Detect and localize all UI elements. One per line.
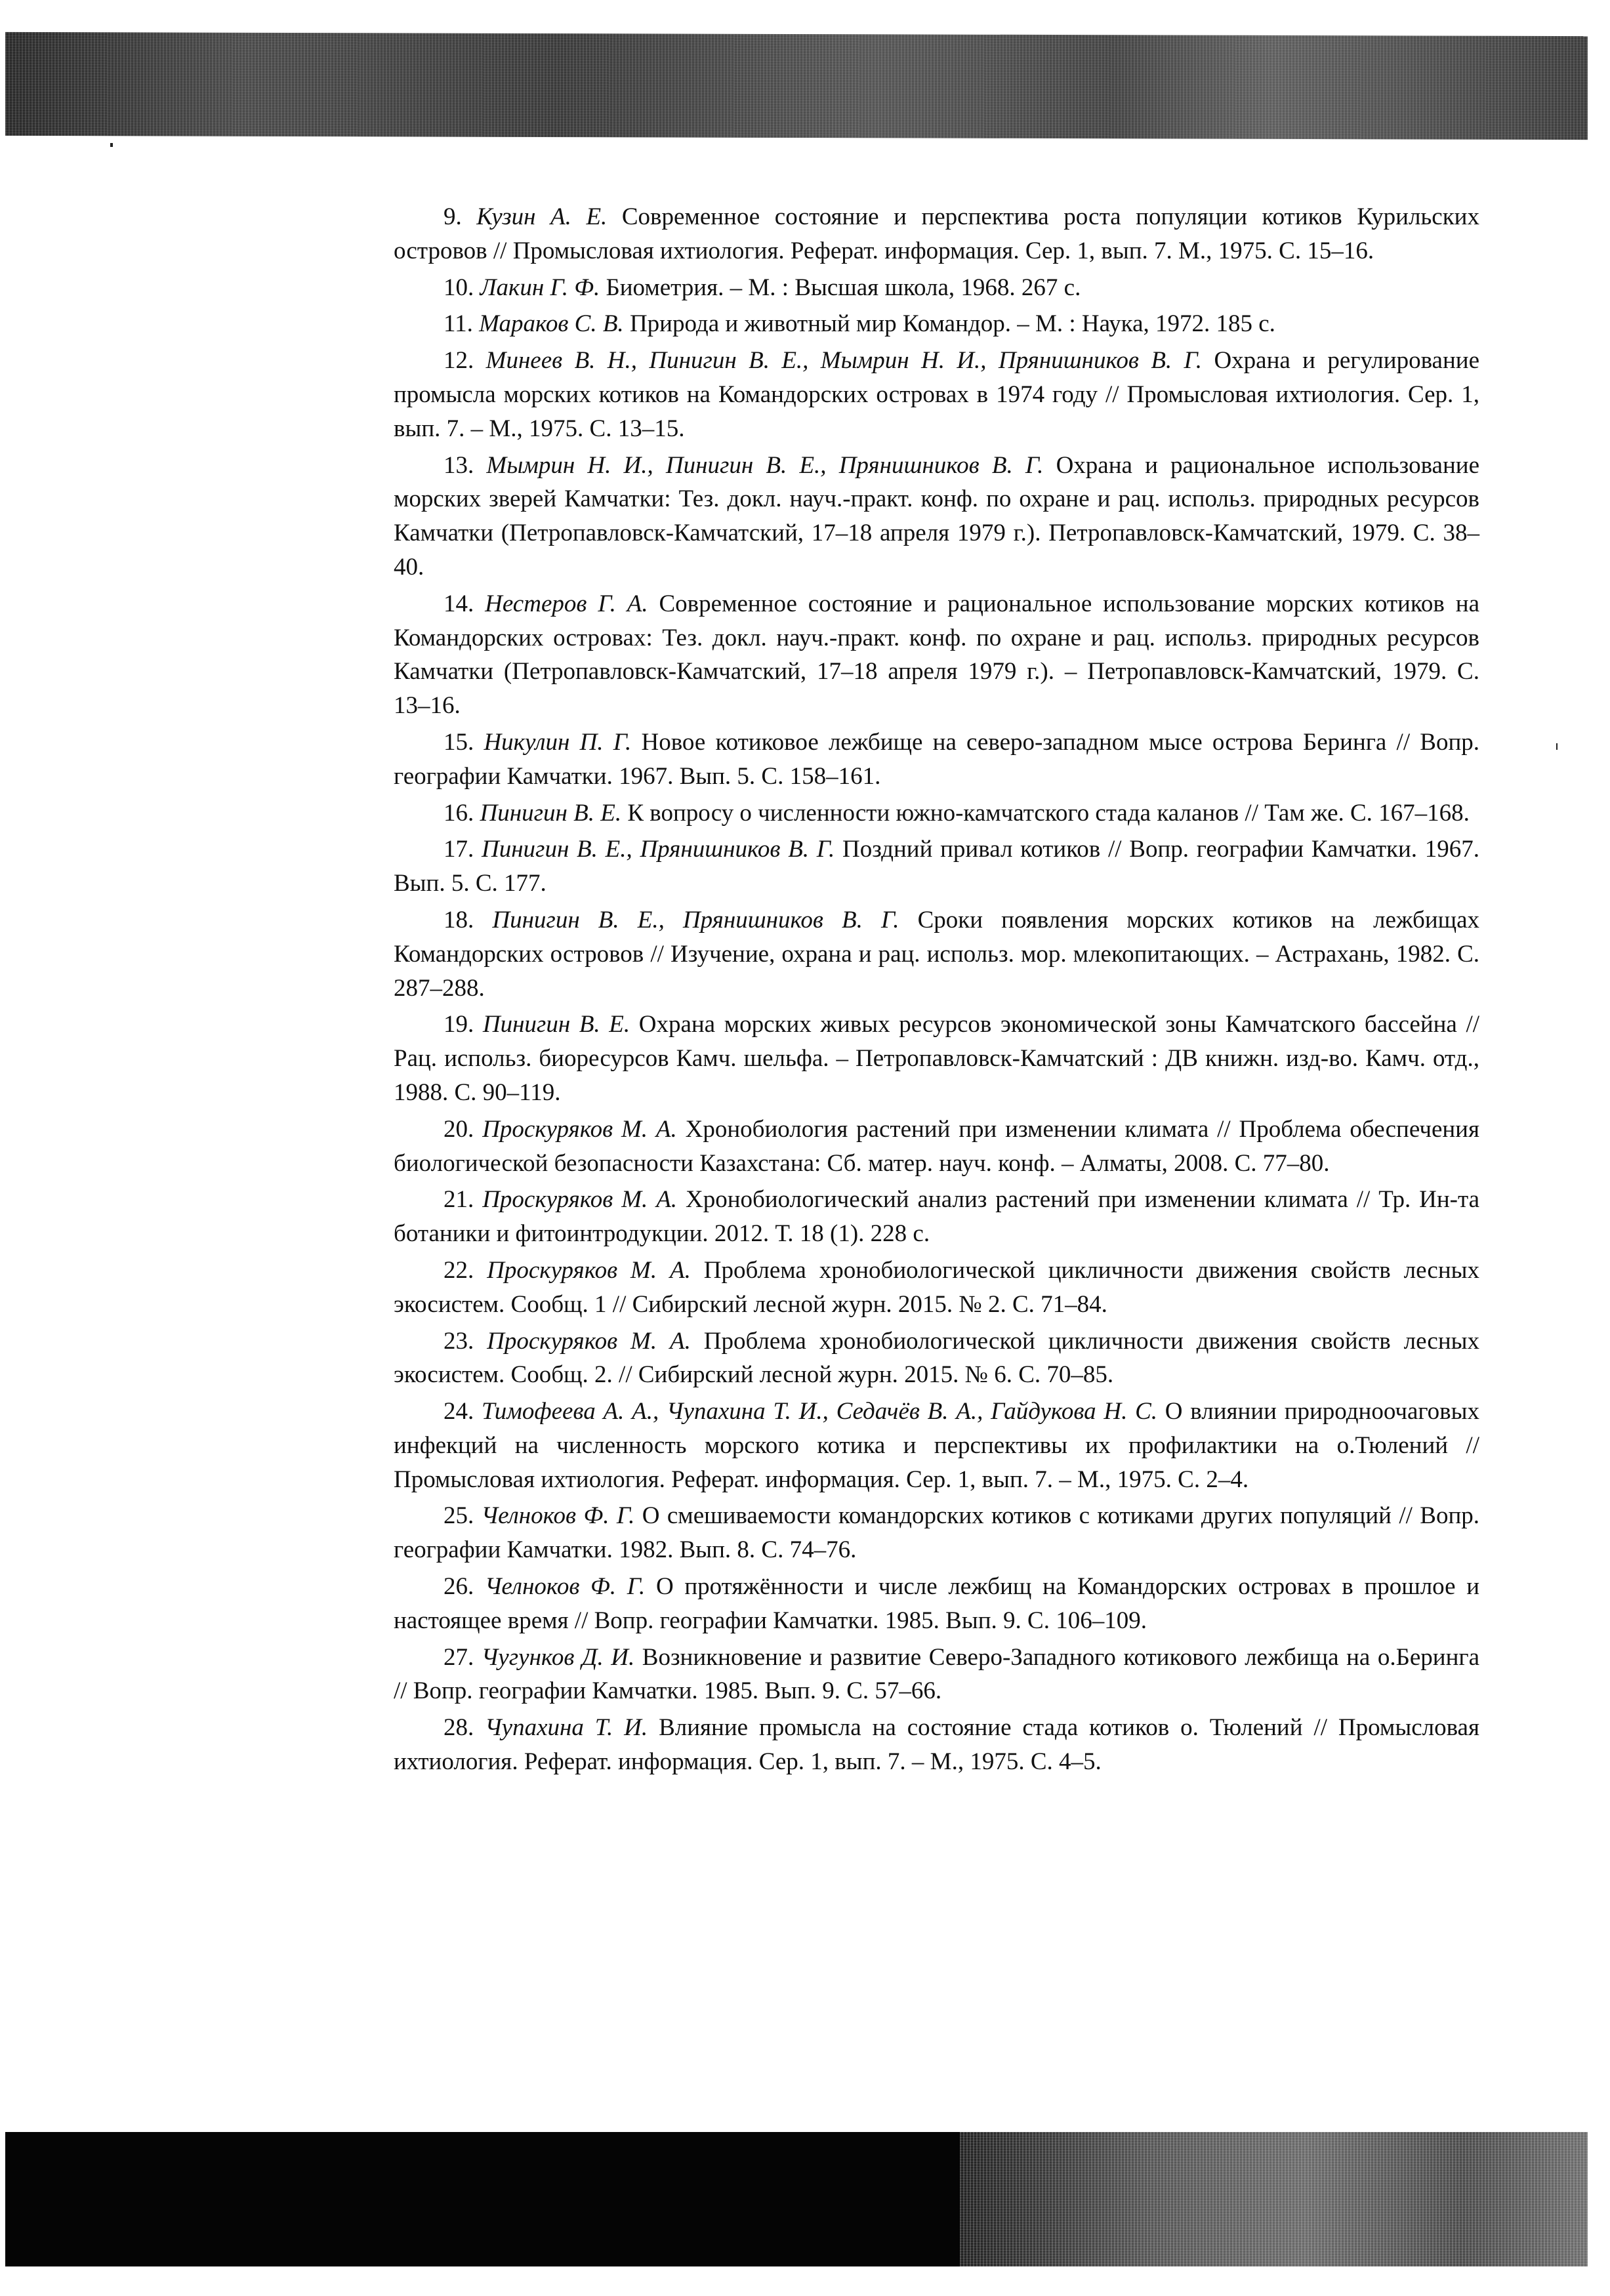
reference-authors: Чугунков Д. И.: [481, 1643, 635, 1671]
reference-authors: Проскуряков М. А.: [482, 1115, 677, 1143]
reference-authors: Мымрин Н. И., Пинигин В. Е., Прянишников В. Г.: [486, 451, 1044, 479]
reference-text: Охрана морских живых ресурсов экономической зоны Камчатского бассейна // Рац. использ. биоресурсов Камч. шельфа. – Петропавловск-Камчатский : ДВ книжн. изд-во. Камч. отд., 1988. С. 90–119.: [394, 1011, 1480, 1106]
reference-text: О смешиваемости командорских котиков с котиками других популяций // Вопр. географии Камчатки. 1982. Вып. 8. С. 74–76.: [394, 1502, 1480, 1564]
reference-item: [394, 1499, 1479, 1567]
reference-item: [394, 307, 1479, 341]
reference-text: О протяжённости и числе лежбищ на Командорских островах в прошлое и настоящее время // Вопр. географии Камчатки. 1985. Вып. 9. С. 106–109.: [394, 1573, 1480, 1634]
reference-text: Проблема хронобиологической цикличности движения свойств лесных экосистем. Сообщ. 1 // Сибирский лесной журн. 2015. № 2. С. 71–84.: [394, 1256, 1480, 1318]
reference-authors: Челноков Ф. Г.: [481, 1502, 635, 1530]
reference-authors: Нестеров Г. А.: [485, 590, 648, 617]
reference-authors: Пинигин В. Е., Прянишников В. Г.: [492, 906, 899, 933]
scan-artifact-bottom-band: [5, 2132, 1588, 2266]
reference-number: 18.: [444, 906, 474, 933]
reference-number: 15.: [444, 728, 474, 756]
reference-text: Современное состояние и рациональное использование морских котиков на Командорских островах: Тез. докл. науч.-практ. конф. по охране и рац. использ. природных ресурсов Камчатки (Петропавловск-Камчатский, 17–18 апреля 1979 г.). – Петропавловск-Камчатский, 1979. С. 13–16.: [394, 590, 1480, 720]
reference-number: 24.: [444, 1398, 474, 1425]
reference-authors: Кузин А. Е.: [476, 203, 608, 230]
reference-text: Новое котиковое лежбище на северо-западном мысе острова Беринга // Вопр. географии Камчатки. 1967. Вып. 5. С. 158–161.: [394, 728, 1480, 790]
reference-text: Природа и животный мир Командор. – М. : Наука, 1972. 185 с.: [629, 310, 1275, 338]
scan-speck: [1556, 743, 1558, 750]
reference-text: Хронобиология растений при изменении климата // Проблема обеспечения биологической безопасности Казахстана: Сб. матер. науч. конф. – Алматы, 2008. С. 77–80.: [394, 1115, 1479, 1177]
reference-authors: Пинигин В. Е.: [480, 799, 622, 827]
reference-item: [394, 344, 1479, 445]
reference-number: 23.: [444, 1327, 474, 1355]
reference-authors: Лакин Г. Ф.: [480, 274, 600, 301]
reference-item: [394, 449, 1479, 584]
reference-text: Охрана и регулирование промысла морских котиков на Командорских островах в 1974 году // Промысловая ихтиология. Сер. 1, вып. 7. – М., 1975. С. 13–15.: [394, 347, 1480, 442]
reference-authors: Никулин П. Г.: [484, 728, 632, 756]
scan-artifact-noise-texture: [960, 2132, 1588, 2266]
reference-number: 26.: [444, 1573, 474, 1601]
reference-number: 12.: [444, 347, 474, 375]
reference-number: 11.: [444, 310, 473, 338]
reference-list: [394, 200, 1479, 1782]
scan-artifact-top-band: [5, 32, 1588, 140]
reference-item: [394, 1570, 1479, 1638]
reference-authors: Чупахина Т. И.: [485, 1714, 648, 1742]
reference-item: [394, 796, 1479, 830]
reference-text: Биометрия. – М. : Высшая школа, 1968. 267 с.: [606, 274, 1081, 301]
scan-speck: [110, 143, 113, 147]
reference-number: 16.: [444, 799, 474, 827]
reference-number: 28.: [444, 1714, 474, 1742]
reference-item: [394, 1008, 1479, 1109]
reference-authors: Проскуряков М. А.: [487, 1327, 691, 1355]
reference-authors: Минеев В. Н., Пинигин В. Е., Мымрин Н. И., Прянишников В. Г.: [485, 347, 1203, 375]
reference-item: [394, 832, 1479, 901]
reference-item: [394, 1183, 1479, 1251]
reference-number: 27.: [444, 1643, 474, 1671]
reference-text: Хронобиологический анализ растений при изменении климата // Тр. Ин-та ботаники и фитоинтродукции. 2012. Т. 18 (1). 228 с.: [394, 1186, 1480, 1248]
reference-authors: Проскуряков М. А.: [482, 1186, 678, 1214]
reference-authors: Челноков Ф. Г.: [484, 1573, 646, 1601]
reference-item: [394, 1641, 1479, 1709]
reference-text: Сроки появления морских котиков на лежбищах Командорских островов // Изучение, охрана и рац. использ. мор. млекопитающих. – Астрахань, 1982. С. 287–288.: [394, 906, 1480, 1002]
reference-text: Проблема хронобиологической цикличности движения свойств лесных экосистем. Сообщ. 2. // Сибирский лесной журн. 2015. № 6. С. 70–85.: [394, 1327, 1480, 1389]
reference-item: [394, 1395, 1479, 1496]
reference-text: О влиянии природноочаговых инфекций на численность морского котика и перспективы их профилактики на о.Тюлений // Промысловая ихтиология. Реферат. информация. Сер. 1, вып. 7. – М., 1975. С. 2–4.: [394, 1398, 1480, 1493]
reference-number: 17.: [444, 836, 474, 863]
reference-number: 20.: [444, 1115, 474, 1143]
reference-number: 10.: [444, 274, 474, 301]
reference-authors: Пинигин В. Е., Прянишников В. Г.: [481, 836, 835, 863]
reference-authors: Мараков С. В.: [479, 310, 624, 338]
reference-number: 13.: [444, 451, 474, 479]
reference-number: 9.: [444, 203, 462, 230]
reference-item: [394, 726, 1479, 794]
reference-item: [394, 271, 1479, 305]
reference-item: [394, 1113, 1479, 1181]
reference-item: [394, 200, 1479, 268]
reference-authors: Пинигин В. Е.: [482, 1011, 630, 1038]
reference-authors: Тимофеева А. А., Чупахина Т. И., Седачёв В. А., Гайдукова Н. С.: [482, 1398, 1158, 1425]
reference-item: [394, 903, 1479, 1005]
reference-text: Поздний привал котиков // Вопр. географии Камчатки. 1967. Вып. 5. С. 177.: [394, 836, 1479, 897]
reference-number: 21.: [444, 1186, 474, 1214]
reference-item: [394, 587, 1479, 723]
reference-number: 14.: [444, 590, 474, 617]
reference-number: 19.: [444, 1011, 474, 1038]
reference-text: Влияние промысла на состояние стада котиков о. Тюлений // Промысловая ихтиология. Реферат. информация. Сер. 1, вып. 7. – М., 1975. С. 4–5.: [394, 1714, 1479, 1776]
reference-number: 22.: [444, 1256, 474, 1284]
reference-item: [394, 1324, 1479, 1393]
reference-text: Охрана и рациональное использование морских зверей Камчатки: Тез. докл. науч.-практ. конф. по охране и рац. использ. природных ресурсов Камчатки (Петропавловск-Камчатский, 17–18 апреля 1979 г.). Петропавловск-Камчатский, 1979. С. 38–40.: [394, 451, 1479, 581]
reference-text: Возникновение и развитие Северо-Западного котикового лежбища на о.Беринга // Вопр. географии Камчатки. 1985. Вып. 9. С. 57–66.: [394, 1643, 1480, 1705]
scan-artifact-solid-black: [5, 2132, 960, 2266]
reference-text: Современное состояние и перспектива роста популяции котиков Курильских островов // Промысловая ихтиология. Реферат. информация. Сер. 1, вып. 7. М., 1975. С. 15–16.: [394, 203, 1479, 264]
reference-item: [394, 1711, 1479, 1779]
reference-authors: Проскуряков М. А.: [487, 1256, 691, 1284]
reference-number: 25.: [444, 1502, 474, 1530]
reference-text: К вопросу о численности южно-камчатского стада каланов // Там же. С. 167–168.: [627, 799, 1470, 827]
reference-item: [394, 1254, 1479, 1322]
